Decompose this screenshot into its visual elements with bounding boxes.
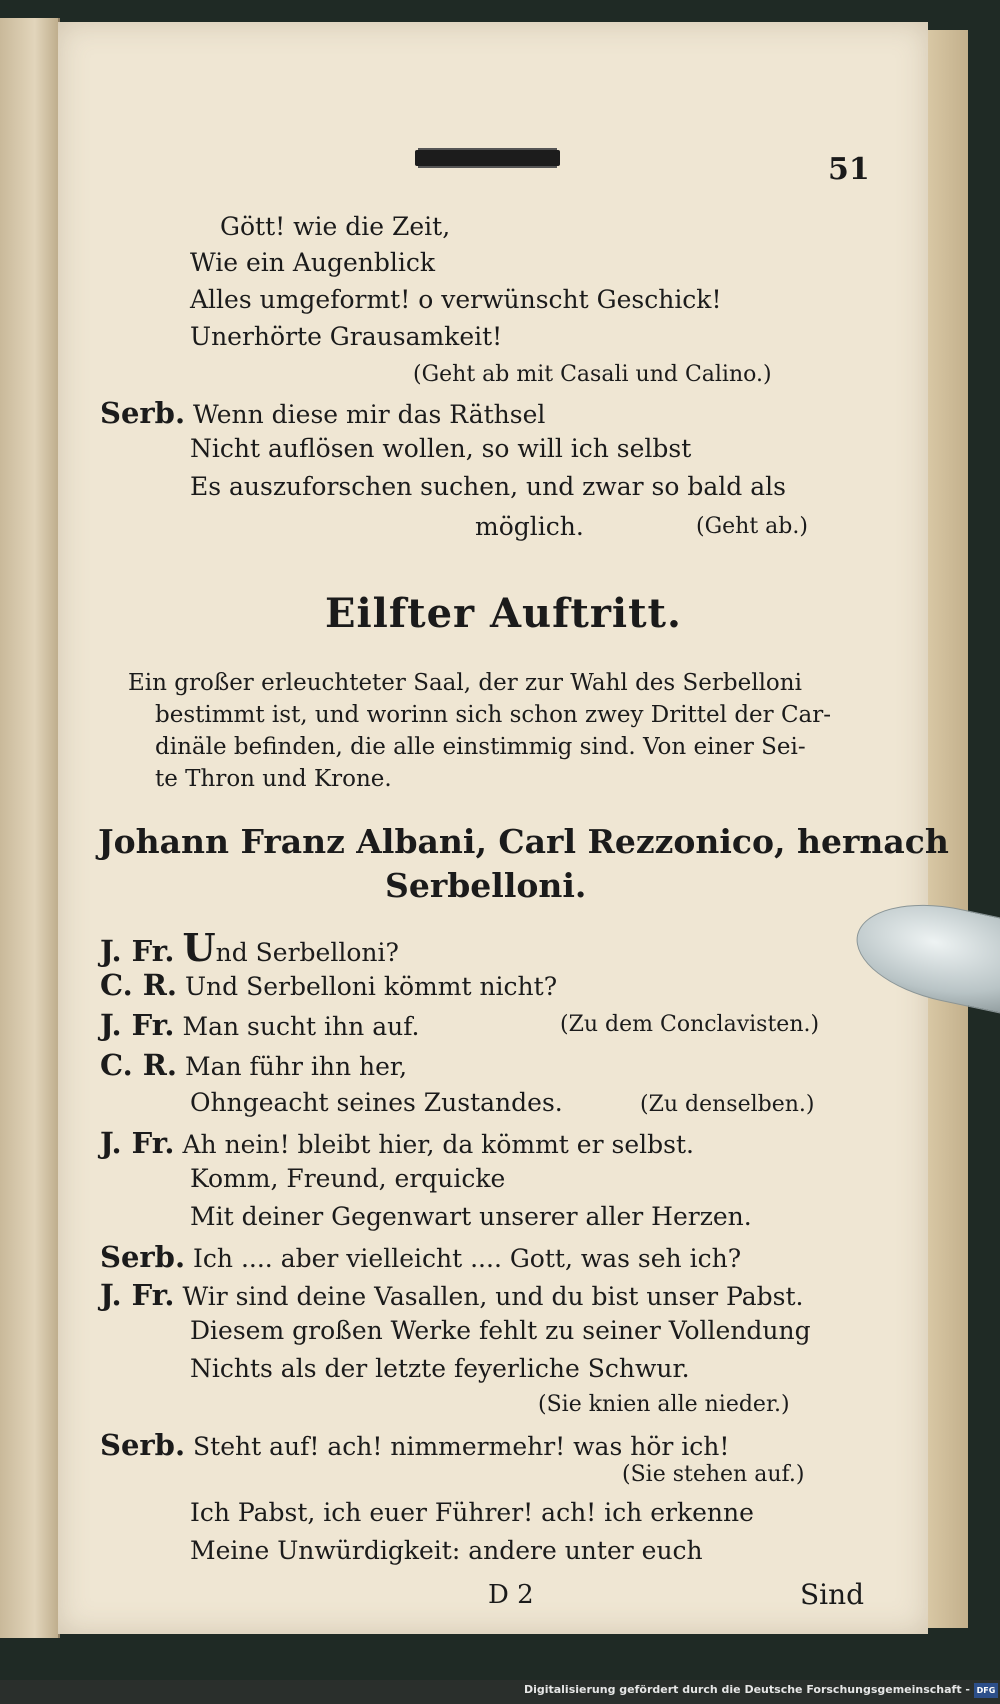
speaker-label: Serb. [100, 1428, 186, 1462]
speaker-label: Serb. [100, 396, 186, 430]
speech-line [100, 968, 557, 1002]
speech-line [100, 1278, 804, 1312]
speaker-label: J. Fr. [100, 1008, 175, 1042]
page-number: 51 [828, 152, 870, 187]
speech-text: Und Serbelloni kömmt nicht? [184, 972, 558, 1001]
speech-line [100, 1048, 407, 1082]
speaker-label: C. R. [100, 968, 177, 1002]
drop-initial: U [182, 925, 216, 970]
text-line: Es auszuforschen suchen, und zwar so bald als [190, 472, 786, 501]
speaker-label: C. R. [100, 1048, 177, 1082]
scene-heading: Eilfter Auftritt. [325, 590, 682, 637]
speech-line [100, 1240, 741, 1274]
left-page-edge [0, 18, 60, 1638]
text-line: Ich Pabst, ich euer Führer! ach! ich erkenne [190, 1498, 754, 1527]
stage-direction: (Zu denselben.) [640, 1092, 815, 1117]
stage-direction: (Zu dem Conclavisten.) [560, 1012, 820, 1037]
ornamental-rule [415, 150, 560, 166]
text-line: Ohngeacht seines Zustandes. [190, 1088, 563, 1117]
speaker-label: Serb. [100, 1240, 186, 1274]
stage-direction: (Sie knien alle nieder.) [538, 1392, 790, 1417]
text-line: Mit deiner Gegenwart unserer aller Herzen. [190, 1202, 752, 1231]
text-line: Nichts als der letzte feyerliche Schwur. [190, 1354, 690, 1383]
text-line: Nicht auflösen wollen, so will ich selbst [190, 434, 692, 463]
speech-text: Ich .... aber vielleicht .... Gott, was seh ich? [193, 1244, 742, 1273]
footer-credit: Digitalisierung gefördert durch die Deutsche Forschungsgemeinschaft - [523, 1683, 970, 1696]
speaker-label: J. Fr. [100, 1278, 175, 1312]
stage-direction: (Geht ab.) [696, 514, 808, 539]
text-line: Unerhörte Grausamkeit! [190, 322, 503, 351]
speech-text: Wenn diese mir das Räthsel [193, 400, 546, 429]
scene-description-line: bestimmt ist, und worinn sich schon zwey Drittel der Car- [155, 702, 832, 728]
text-line: Meine Unwürdigkeit: andere unter euch [190, 1536, 703, 1565]
dfg-logo-icon: DFG [974, 1683, 998, 1698]
stage-direction: (Geht ab mit Casali und Calino.) [413, 362, 772, 387]
cast-list: Serbelloni. [385, 866, 587, 905]
scene-description-line: te Thron und Krone. [155, 766, 392, 792]
speech-text: Wir sind deine Vasallen, und du bist unser Pabst. [182, 1282, 804, 1311]
text-line: Diesem großen Werke fehlt zu seiner Vollendung [190, 1316, 811, 1345]
text-line: Gött! wie die Zeit, [220, 212, 451, 241]
catchword: Sind [800, 1578, 865, 1611]
speech-line [100, 1428, 729, 1462]
speech-line [100, 396, 545, 430]
speech-text: nd Serbelloni? [215, 938, 399, 967]
speaker-label: J. Fr. [100, 934, 175, 968]
scene-description-line: dinäle befinden, die alle einstimmig sind. Von einer Sei- [155, 734, 806, 760]
signature-mark: D 2 [488, 1580, 534, 1610]
speech-line [100, 1126, 694, 1160]
text-line: Alles umgeformt! o verwünscht Geschick! [190, 285, 722, 314]
speech-text: Steht auf! ach! nimmermehr! was hör ich! [193, 1432, 730, 1461]
text-line: Komm, Freund, erquicke [190, 1164, 506, 1193]
text-line: möglich. [475, 512, 584, 541]
speaker-label: J. Fr. [100, 1126, 175, 1160]
speech-text: Ah nein! bleibt hier, da kömmt er selbst. [182, 1130, 694, 1159]
speech-text: Man führ ihn her, [184, 1052, 408, 1081]
speech-text: Man sucht ihn auf. [182, 1012, 420, 1041]
text-line: Wie ein Augenblick [190, 248, 436, 277]
speech-line [100, 925, 399, 970]
speech-line [100, 1008, 420, 1042]
cast-list: Johann Franz Albani, Carl Rezzonico, hernach [98, 822, 949, 861]
stage-direction: (Sie stehen auf.) [622, 1462, 805, 1487]
scene-description-line: Ein großer erleuchteter Saal, der zur Wahl des Serbelloni [128, 670, 802, 696]
